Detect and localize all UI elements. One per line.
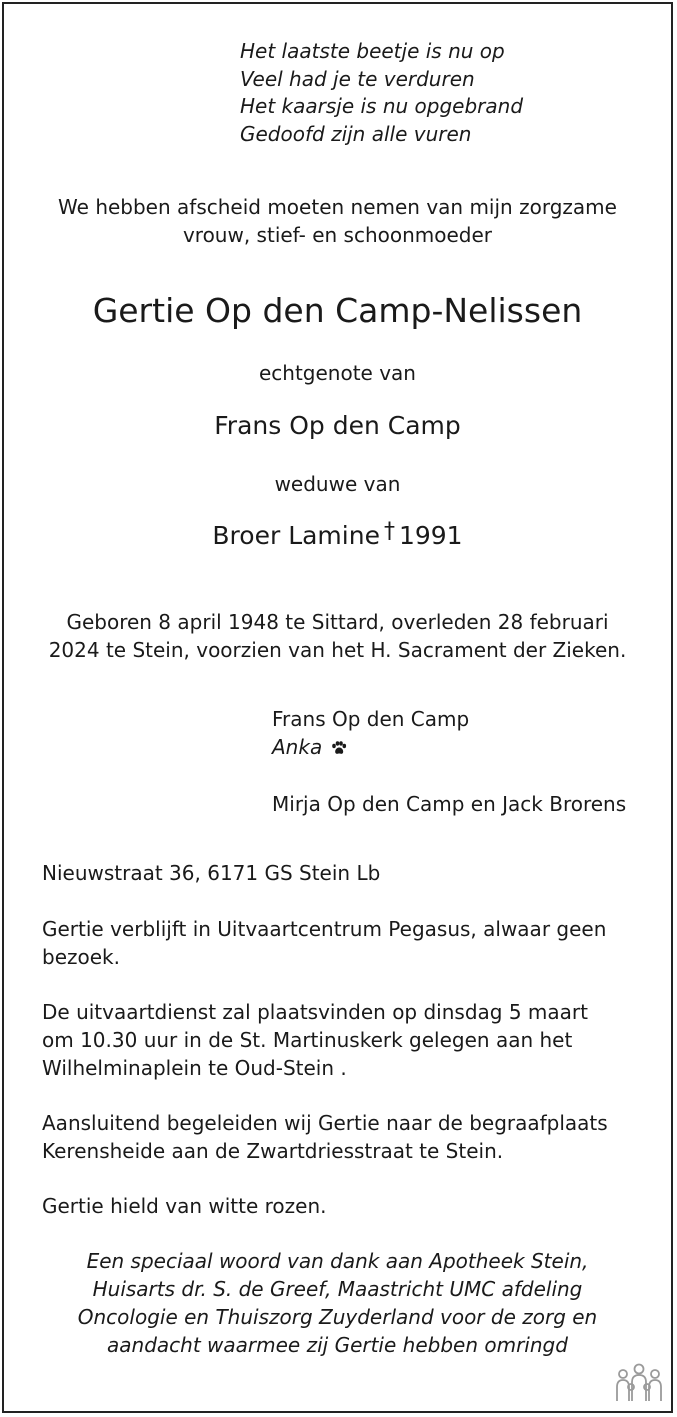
thanks-line: aandacht waarmee zij Gertie hebben omringd [107, 1333, 568, 1357]
late-husband-year: 1991 [398, 521, 463, 550]
address: Nieuwstraat 36, 6171 GS Stein Lb [42, 861, 381, 885]
poem-line: Veel had je te verduren [240, 66, 475, 91]
birth-death-line: 2024 te Stein, voorzien van het H. Sacrament der Zieken. [48, 638, 627, 662]
poem-line: Gedoofd zijn alle vuren [240, 121, 472, 146]
service-text [42, 998, 642, 1082]
roses-text: Gertie hield van witte rozen. [42, 1194, 327, 1218]
poem-line: Het kaarsje is nu opgebrand [240, 94, 524, 118]
service-line: om 10.30 uur in de St. Martinuskerk gelegen aan het [42, 1028, 573, 1052]
thanks-line: Oncologie en Thuiszorg Zuyderland voor de zorg en [77, 1305, 598, 1329]
thanks-line: Huisarts dr. S. de Greef, Maastricht UMC afdeling [92, 1277, 583, 1301]
pet-name: Anka [272, 735, 323, 759]
intro-line: We hebben afscheid moeten nemen van mijn zorgzame [58, 195, 617, 219]
burial-line: Kerensheide aan de Zwartdriesstraat te Stein. [42, 1139, 504, 1163]
obituary-card [2, 2, 673, 1413]
birth-death-line: Geboren 8 april 1948 te Sittard, overleden 28 februari [66, 610, 609, 634]
birth-death-text [4, 608, 671, 664]
people-logo-icon [615, 1363, 663, 1403]
burial-text [42, 1109, 642, 1165]
family-member: Frans Op den Camp [272, 707, 470, 731]
thanks-line: Een speciaal woord van dank aan Apotheek Stein, [86, 1249, 589, 1273]
spouse-name: Frans Op den Camp [214, 411, 461, 440]
service-line: De uitvaartdienst zal plaatsvinden op dinsdag 5 maart [42, 1000, 588, 1024]
service-line: Wilhelminaplein te Oud-Stein . [42, 1056, 347, 1080]
intro-text [4, 193, 671, 249]
poem-line: Het laatste beetje is nu op [240, 39, 505, 63]
family-member: Mirja Op den Camp en Jack Brorens [272, 792, 627, 816]
thanks-text [4, 1247, 671, 1359]
stay-line: Gertie verblijft in Uitvaartcentrum Pegasus, alwaar geen [42, 917, 607, 941]
stay-line: bezoek. [42, 945, 120, 969]
late-husband [4, 519, 671, 555]
paw-icon [331, 741, 347, 755]
poem [240, 38, 523, 148]
deceased-name: Gertie Op den Camp-Nelissen [92, 291, 583, 330]
stay-text [42, 915, 642, 971]
cross-icon: † [383, 519, 395, 544]
late-husband-name: Broer Lamine [212, 521, 380, 550]
relation-spouse-label: echtgenote van [258, 361, 416, 385]
burial-line: Aansluitend begeleiden wij Gertie naar de begraafplaats [42, 1111, 608, 1135]
relation-widow-label: weduwe van [274, 472, 401, 496]
intro-line: vrouw, stief- en schoonmoeder [182, 223, 493, 247]
family-pet [272, 733, 347, 761]
